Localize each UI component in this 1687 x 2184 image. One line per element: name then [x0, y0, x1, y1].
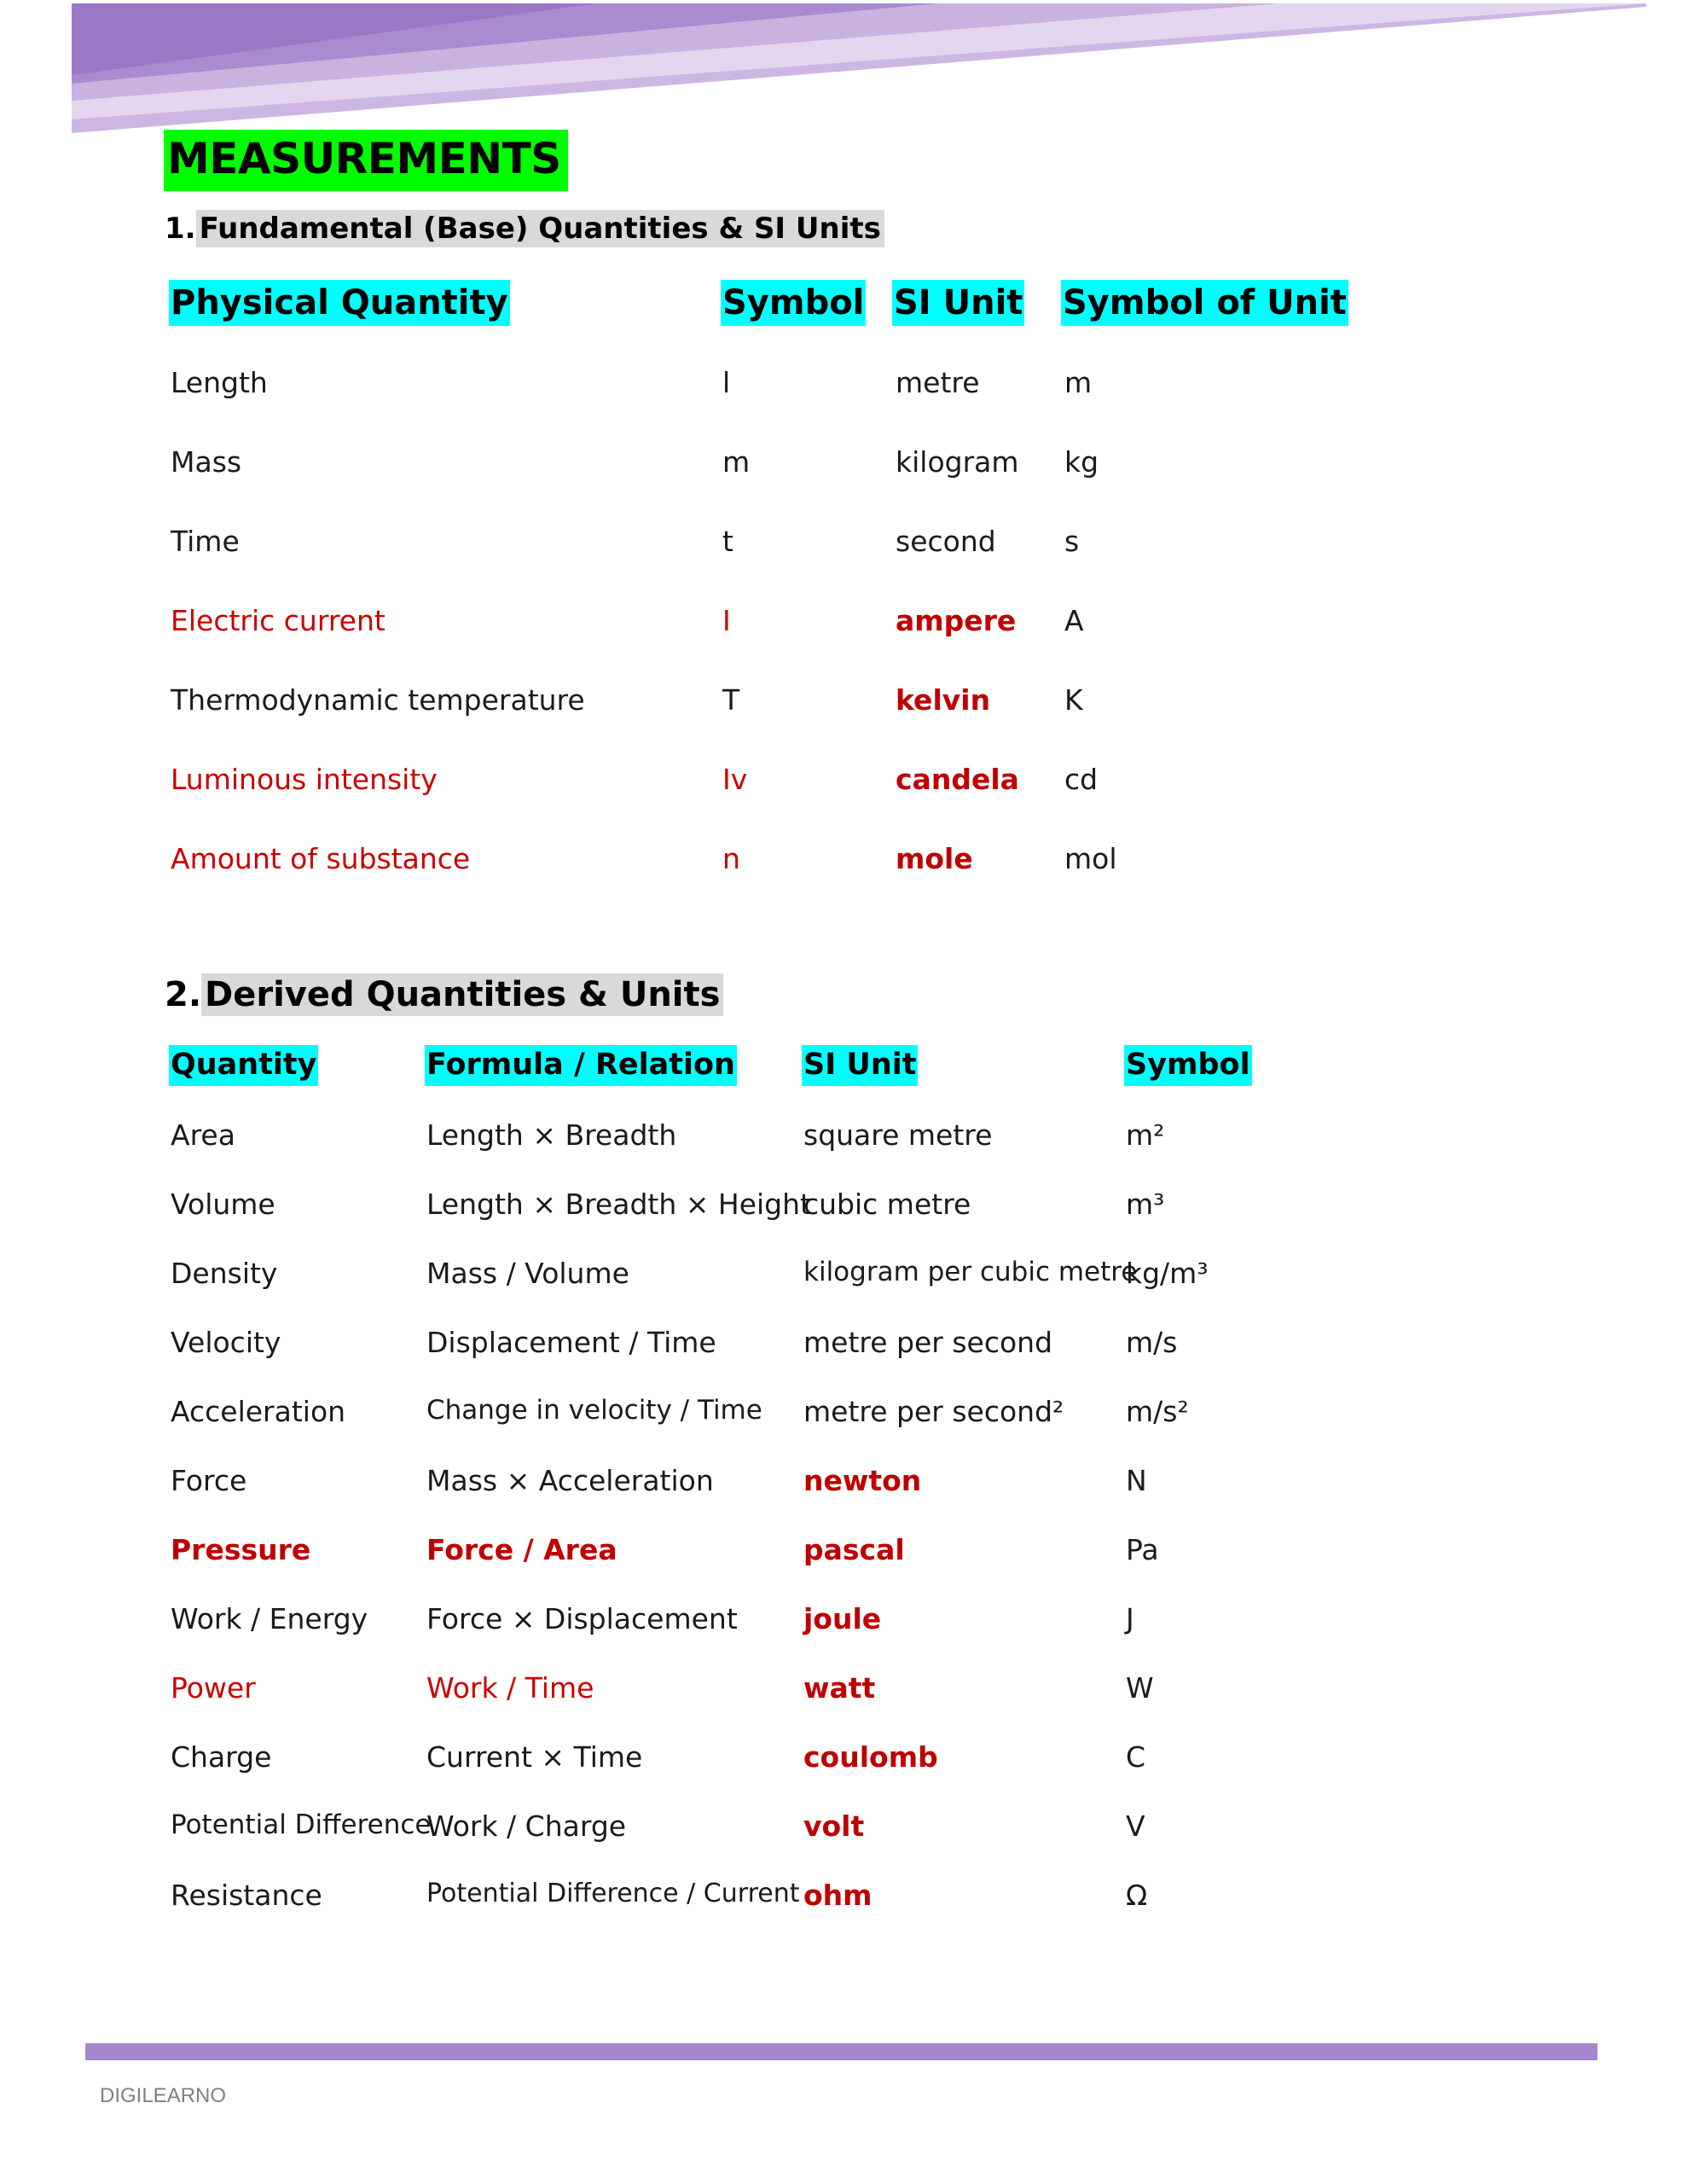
table-cell: Length × Breadth × Height — [426, 1188, 811, 1221]
table-cell: coulomb — [803, 1740, 938, 1774]
column-header: Quantity — [169, 1045, 318, 1086]
table-cell: Iv — [722, 763, 748, 796]
table-cell: second — [896, 525, 996, 558]
table-cell: square metre — [803, 1118, 993, 1152]
table-cell: Work / Charge — [426, 1809, 627, 1843]
table-cell: Ω — [1126, 1879, 1148, 1912]
table-cell: m³ — [1126, 1188, 1165, 1221]
table-cell: V — [1126, 1809, 1145, 1843]
table-cell: Pressure — [171, 1533, 311, 1566]
table-cell: m² — [1126, 1118, 1165, 1152]
table-cell: T — [722, 683, 740, 717]
table-cell: Work / Energy — [171, 1602, 368, 1635]
table-cell: Potential Difference / Current — [426, 1879, 800, 1908]
table-cell: W — [1126, 1671, 1154, 1705]
column-header: SI Unit — [802, 1045, 918, 1086]
table-cell: Power — [171, 1671, 256, 1705]
section-1-heading — [165, 210, 884, 247]
table-cell: ampere — [896, 604, 1017, 637]
table-cell: kg/m³ — [1126, 1257, 1209, 1290]
table-cell: Mass — [171, 445, 242, 479]
table-cell: Thermodynamic temperature — [171, 683, 585, 717]
table-cell: candela — [896, 763, 1019, 796]
table-cell: l — [722, 366, 731, 399]
column-header: SI Unit — [892, 280, 1024, 326]
table-cell: kilogram per cubic metre — [803, 1257, 1138, 1287]
table-cell: pascal — [803, 1533, 905, 1566]
table-cell: mole — [896, 842, 973, 875]
column-header: Formula / Relation — [425, 1045, 737, 1086]
table-cell: volt — [803, 1809, 865, 1843]
column-header: Symbol of Unit — [1061, 280, 1348, 326]
table-cell: Acceleration — [171, 1395, 346, 1428]
section-2-heading — [165, 973, 723, 1017]
table-cell: Force — [171, 1464, 247, 1497]
table-cell: Mass × Acceleration — [426, 1464, 714, 1497]
table-cell: Current × Time — [426, 1740, 643, 1774]
table-cell: kg — [1064, 445, 1099, 479]
table-cell: Length × Breadth — [426, 1118, 677, 1152]
section-2-number: 2. — [165, 975, 202, 1014]
page-title: MEASUREMENTS — [164, 130, 568, 191]
table-cell: Work / Time — [426, 1671, 594, 1705]
table-cell: kilogram — [896, 445, 1019, 479]
table-cell: Velocity — [171, 1326, 281, 1359]
table-cell: t — [722, 525, 733, 558]
table-cell: Force / Area — [426, 1533, 617, 1566]
table-cell: watt — [803, 1671, 876, 1705]
table-cell: metre — [896, 366, 980, 399]
table-cell: Time — [171, 525, 240, 558]
table-cell: Potential Difference — [171, 1809, 432, 1840]
table-cell: Volume — [171, 1188, 275, 1221]
table-cell: Force × Displacement — [426, 1602, 738, 1635]
section-1-title: Fundamental (Base) Quantities & SI Units — [196, 210, 884, 247]
table-cell: joule — [803, 1602, 882, 1635]
table-cell: s — [1064, 525, 1080, 558]
table-cell: m/s² — [1126, 1395, 1189, 1428]
table-cell: Luminous intensity — [171, 763, 438, 796]
section-1-number: 1. — [165, 212, 196, 246]
header-banner — [0, 0, 1687, 145]
table-cell: Density — [171, 1257, 278, 1290]
table-cell: kelvin — [896, 683, 991, 717]
footer-brand: DIGILEARNO — [100, 2084, 227, 2107]
table-cell: Amount of substance — [171, 842, 471, 875]
table-cell: Mass / Volume — [426, 1257, 629, 1290]
table-cell: metre per second — [803, 1326, 1053, 1359]
table-cell: cubic metre — [803, 1188, 971, 1221]
table-cell: N — [1126, 1464, 1147, 1497]
table-cell: J — [1126, 1602, 1134, 1635]
table-cell: m — [1064, 366, 1093, 399]
section-2-title: Derived Quantities & Units — [201, 973, 723, 1016]
table-cell: Charge — [171, 1740, 272, 1774]
table-cell: Area — [171, 1118, 235, 1152]
table-cell: metre per second² — [803, 1395, 1064, 1428]
table-cell: Pa — [1126, 1533, 1159, 1566]
table-cell: Resistance — [171, 1879, 322, 1912]
table-cell: cd — [1064, 763, 1099, 796]
table-cell: I — [722, 604, 731, 637]
column-header: Symbol — [721, 280, 866, 326]
table-cell: Electric current — [171, 604, 386, 637]
table-cell: K — [1064, 683, 1083, 717]
table-cell: Length — [171, 366, 268, 399]
table-cell: A — [1064, 604, 1084, 637]
table-cell: m — [722, 445, 751, 479]
table-cell: newton — [803, 1464, 922, 1497]
table-cell: C — [1126, 1740, 1146, 1774]
table-cell: n — [722, 842, 740, 875]
table-cell: m/s — [1126, 1326, 1178, 1359]
table-cell: Change in velocity / Time — [426, 1395, 762, 1426]
column-header: Physical Quantity — [169, 280, 510, 326]
table-cell: Displacement / Time — [426, 1326, 716, 1359]
footer-bar — [85, 2043, 1597, 2060]
column-header: Symbol — [1124, 1045, 1252, 1086]
table-cell: mol — [1064, 842, 1117, 875]
table-cell: ohm — [803, 1879, 872, 1912]
